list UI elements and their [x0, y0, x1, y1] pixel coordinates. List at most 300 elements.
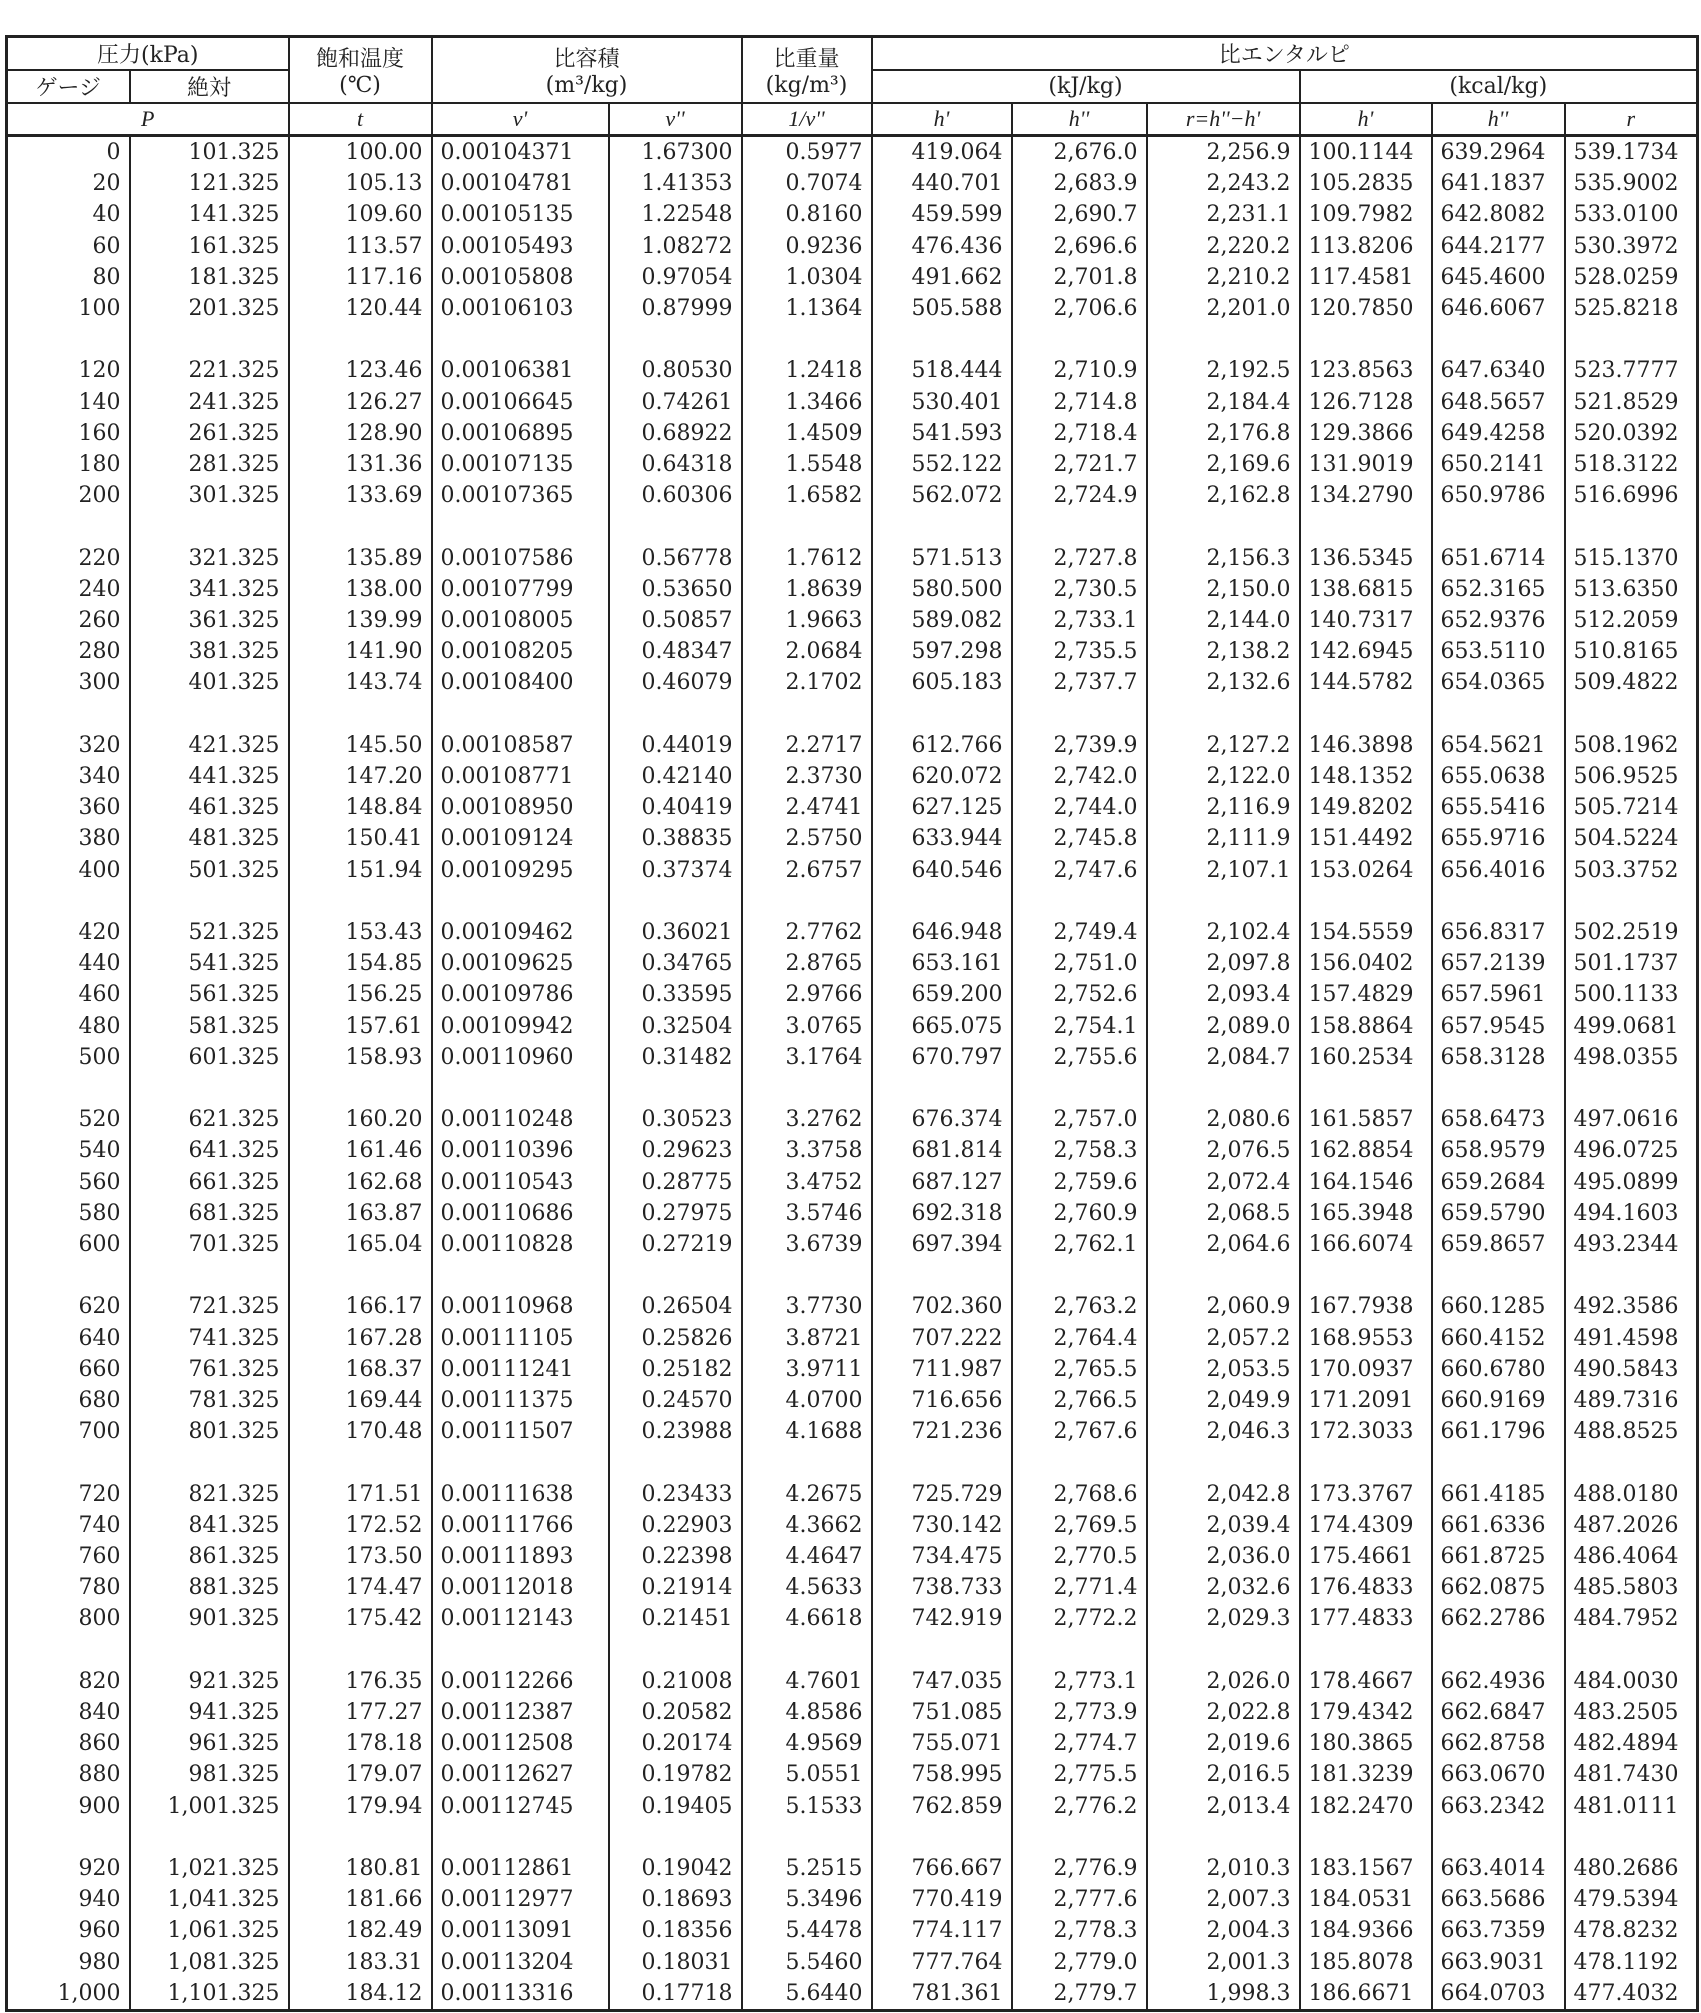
cell-r-kj: 2,029.3: [1147, 1603, 1300, 1634]
cell-gauge: 360: [7, 792, 130, 823]
spacer-cell: [1147, 511, 1300, 542]
cell-h1-kj: 605.183: [872, 667, 1012, 698]
cell-h1-kcal: 168.9553: [1300, 1323, 1432, 1354]
cell-sat-temp: 156.25: [289, 979, 432, 1010]
group-spacer: [7, 511, 1698, 542]
cell-gauge: 900: [7, 1791, 130, 1822]
spacer-cell: [1565, 1073, 1698, 1104]
cell-v2: 0.21451: [609, 1603, 742, 1634]
cell-sat-temp: 131.36: [289, 449, 432, 480]
spacer-cell: [289, 1635, 432, 1666]
cell-h2-kcal: 657.9545: [1432, 1011, 1565, 1042]
cell-gauge: 580: [7, 1198, 130, 1229]
cell-h2-kj: 2,730.5: [1012, 574, 1147, 605]
cell-r-kj: 2,184.4: [1147, 387, 1300, 418]
steam-table: [5, 35, 1699, 2012]
cell-gauge: 640: [7, 1323, 130, 1354]
cell-v2: 0.50857: [609, 605, 742, 636]
cell-v2: 0.20174: [609, 1728, 742, 1759]
cell-r-kj: 2,176.8: [1147, 418, 1300, 449]
cell-h1-kj: 692.318: [872, 1198, 1012, 1229]
cell-absolute: 321.325: [130, 543, 289, 574]
cell-h1-kj: 612.766: [872, 730, 1012, 761]
cell-r-kj: 2,026.0: [1147, 1666, 1300, 1697]
cell-h2-kj: 2,772.2: [1012, 1603, 1147, 1634]
cell-r-kj: 2,007.3: [1147, 1884, 1300, 1915]
cell-v1: 0.00109295: [432, 855, 609, 886]
cell-r-kcal: 488.0180: [1565, 1479, 1698, 1510]
table-row: [7, 231, 1698, 262]
cell-h1-kj: 659.200: [872, 979, 1012, 1010]
cell-v2: 0.80530: [609, 355, 742, 386]
cell-inv-v2: 2.9766: [742, 979, 872, 1010]
cell-r-kj: 2,127.2: [1147, 730, 1300, 761]
spacer-cell: [1565, 886, 1698, 917]
cell-absolute: 161.325: [130, 231, 289, 262]
cell-h2-kj: 2,776.9: [1012, 1853, 1147, 1884]
cell-h2-kcal: 660.6780: [1432, 1354, 1565, 1385]
spacer-cell: [1147, 699, 1300, 730]
cell-gauge: 380: [7, 823, 130, 854]
cell-h2-kj: 2,706.6: [1012, 293, 1147, 324]
cell-h1-kj: 730.142: [872, 1510, 1012, 1541]
cell-h1-kcal: 166.6074: [1300, 1229, 1432, 1260]
cell-h1-kcal: 176.4833: [1300, 1572, 1432, 1603]
spacer-cell: [1300, 1822, 1432, 1853]
cell-r-kj: 2,022.8: [1147, 1697, 1300, 1728]
spacer-cell: [1147, 1447, 1300, 1478]
cell-h1-kj: 681.814: [872, 1135, 1012, 1166]
cell-gauge: 920: [7, 1853, 130, 1884]
spacer-cell: [609, 886, 742, 917]
cell-h1-kj: 580.500: [872, 574, 1012, 605]
cell-sat-temp: 123.46: [289, 355, 432, 386]
cell-r-kcal: 510.8165: [1565, 636, 1698, 667]
cell-v2: 0.30523: [609, 1104, 742, 1135]
cell-v2: 0.22903: [609, 1510, 742, 1541]
spacer-cell: [609, 699, 742, 730]
table-row: [7, 293, 1698, 324]
spacer-cell: [7, 886, 130, 917]
cell-h1-kcal: 183.1567: [1300, 1853, 1432, 1884]
cell-r-kcal: 481.0111: [1565, 1791, 1698, 1822]
table-row: [7, 1697, 1698, 1728]
spacer-cell: [872, 1635, 1012, 1666]
header-spec-weight: [742, 37, 872, 104]
table-row: [7, 1947, 1698, 1978]
spacer-cell: [1012, 886, 1147, 917]
cell-r-kcal: 484.0030: [1565, 1666, 1698, 1697]
cell-sat-temp: 179.07: [289, 1759, 432, 1790]
cell-h2-kcal: 663.0670: [1432, 1759, 1565, 1790]
cell-h1-kj: 518.444: [872, 355, 1012, 386]
cell-r-kj: 2,116.9: [1147, 792, 1300, 823]
cell-h2-kj: 2,747.6: [1012, 855, 1147, 886]
cell-r-kcal: 491.4598: [1565, 1323, 1698, 1354]
cell-sat-temp: 145.50: [289, 730, 432, 761]
sym-P: P: [7, 103, 289, 136]
cell-gauge: 780: [7, 1572, 130, 1603]
cell-r-kj: 2,004.3: [1147, 1915, 1300, 1946]
spacer-cell: [130, 1822, 289, 1853]
cell-h1-kj: 734.475: [872, 1541, 1012, 1572]
cell-inv-v2: 2.2717: [742, 730, 872, 761]
cell-v2: 0.19405: [609, 1791, 742, 1822]
cell-h1-kcal: 146.3898: [1300, 730, 1432, 761]
cell-v2: 0.42140: [609, 761, 742, 792]
group-spacer: [7, 886, 1698, 917]
cell-v1: 0.00109124: [432, 823, 609, 854]
spacer-cell: [1147, 1073, 1300, 1104]
table-row: [7, 418, 1698, 449]
spacer-cell: [432, 1635, 609, 1666]
spacer-cell: [432, 1073, 609, 1104]
spacer-cell: [1565, 324, 1698, 355]
cell-h2-kj: 2,721.7: [1012, 449, 1147, 480]
cell-h2-kj: 2,690.7: [1012, 199, 1147, 230]
cell-r-kj: 2,138.2: [1147, 636, 1300, 667]
spacer-cell: [742, 1260, 872, 1291]
spacer-cell: [130, 1260, 289, 1291]
cell-absolute: 421.325: [130, 730, 289, 761]
cell-h2-kj: 2,760.9: [1012, 1198, 1147, 1229]
cell-gauge: 240: [7, 574, 130, 605]
cell-v1: 0.00108400: [432, 667, 609, 698]
cell-h2-kj: 2,768.6: [1012, 1479, 1147, 1510]
cell-v1: 0.00105808: [432, 262, 609, 293]
cell-v1: 0.00107365: [432, 480, 609, 511]
cell-inv-v2: 1.9663: [742, 605, 872, 636]
cell-h2-kcal: 660.4152: [1432, 1323, 1565, 1354]
cell-inv-v2: 4.1688: [742, 1416, 872, 1447]
cell-v2: 0.38835: [609, 823, 742, 854]
cell-inv-v2: 3.5746: [742, 1198, 872, 1229]
cell-r-kj: 2,068.5: [1147, 1198, 1300, 1229]
cell-absolute: 641.325: [130, 1135, 289, 1166]
cell-v1: 0.00110960: [432, 1042, 609, 1073]
spacer-cell: [1300, 1447, 1432, 1478]
cell-h1-kj: 665.075: [872, 1011, 1012, 1042]
table-row: [7, 948, 1698, 979]
cell-inv-v2: 1.5548: [742, 449, 872, 480]
cell-sat-temp: 151.94: [289, 855, 432, 886]
cell-absolute: 1,041.325: [130, 1884, 289, 1915]
cell-gauge: 40: [7, 199, 130, 230]
cell-h2-kcal: 661.1796: [1432, 1416, 1565, 1447]
cell-h2-kcal: 661.4185: [1432, 1479, 1565, 1510]
cell-h2-kj: 2,735.5: [1012, 636, 1147, 667]
cell-r-kj: 2,032.6: [1147, 1572, 1300, 1603]
spacer-cell: [609, 1073, 742, 1104]
cell-v2: 0.48347: [609, 636, 742, 667]
cell-h2-kcal: 662.0875: [1432, 1572, 1565, 1603]
sym-t: t: [289, 103, 432, 136]
cell-v2: 0.97054: [609, 262, 742, 293]
cell-absolute: 441.325: [130, 761, 289, 792]
cell-sat-temp: 147.20: [289, 761, 432, 792]
table-row: [7, 355, 1698, 386]
cell-r-kcal: 483.2505: [1565, 1697, 1698, 1728]
cell-inv-v2: 3.0765: [742, 1011, 872, 1042]
cell-h1-kj: 440.701: [872, 168, 1012, 199]
cell-h2-kj: 2,701.8: [1012, 262, 1147, 293]
cell-gauge: 80: [7, 262, 130, 293]
cell-r-kj: 2,256.9: [1147, 136, 1300, 169]
cell-gauge: 800: [7, 1603, 130, 1634]
spec-weight-label: 比重量: [773, 47, 840, 72]
cell-h2-kj: 2,758.3: [1012, 1135, 1147, 1166]
cell-absolute: 741.325: [130, 1323, 289, 1354]
cell-inv-v2: 3.4752: [742, 1167, 872, 1198]
cell-h1-kj: 755.071: [872, 1728, 1012, 1759]
table-row: [7, 168, 1698, 199]
cell-absolute: 681.325: [130, 1198, 289, 1229]
spacer-cell: [872, 886, 1012, 917]
cell-h1-kj: 670.797: [872, 1042, 1012, 1073]
cell-sat-temp: 117.16: [289, 262, 432, 293]
table-row: [7, 136, 1698, 169]
cell-h2-kj: 2,771.4: [1012, 1572, 1147, 1603]
spacer-cell: [289, 1260, 432, 1291]
cell-r-kj: 2,093.4: [1147, 979, 1300, 1010]
cell-r-kj: 2,072.4: [1147, 1167, 1300, 1198]
cell-h1-kj: 640.546: [872, 855, 1012, 886]
cell-sat-temp: 154.85: [289, 948, 432, 979]
cell-gauge: 440: [7, 948, 130, 979]
spacer-cell: [289, 511, 432, 542]
cell-v2: 0.46079: [609, 667, 742, 698]
cell-h1-kcal: 177.4833: [1300, 1603, 1432, 1634]
cell-h2-kcal: 642.8082: [1432, 199, 1565, 230]
cell-sat-temp: 138.00: [289, 574, 432, 605]
cell-sat-temp: 128.90: [289, 418, 432, 449]
cell-r-kj: 2,169.6: [1147, 449, 1300, 480]
cell-r-kj: 2,036.0: [1147, 1541, 1300, 1572]
cell-v1: 0.00108587: [432, 730, 609, 761]
cell-h2-kcal: 641.1837: [1432, 168, 1565, 199]
cell-gauge: 60: [7, 231, 130, 262]
spacer-cell: [7, 1822, 130, 1853]
cell-h2-kcal: 648.5657: [1432, 387, 1565, 418]
cell-h2-kj: 2,776.2: [1012, 1791, 1147, 1822]
cell-gauge: 940: [7, 1884, 130, 1915]
cell-v2: 0.44019: [609, 730, 742, 761]
cell-h2-kcal: 660.1285: [1432, 1291, 1565, 1322]
spacer-cell: [1012, 1073, 1147, 1104]
cell-h1-kcal: 105.2835: [1300, 168, 1432, 199]
cell-h2-kj: 2,727.8: [1012, 543, 1147, 574]
cell-v2: 0.53650: [609, 574, 742, 605]
cell-h1-kcal: 138.6815: [1300, 574, 1432, 605]
cell-sat-temp: 181.66: [289, 1884, 432, 1915]
spacer-cell: [7, 699, 130, 730]
table-row: [7, 1666, 1698, 1697]
cell-h2-kcal: 662.6847: [1432, 1697, 1565, 1728]
cell-h2-kcal: 656.8317: [1432, 917, 1565, 948]
cell-h2-kj: 2,733.1: [1012, 605, 1147, 636]
cell-absolute: 401.325: [130, 667, 289, 698]
cell-v2: 0.23988: [609, 1416, 742, 1447]
cell-h1-kcal: 161.5857: [1300, 1104, 1432, 1135]
cell-h1-kcal: 109.7982: [1300, 199, 1432, 230]
cell-inv-v2: 5.6440: [742, 1978, 872, 2011]
cell-h1-kcal: 149.8202: [1300, 792, 1432, 823]
cell-sat-temp: 158.93: [289, 1042, 432, 1073]
spacer-cell: [1300, 886, 1432, 917]
cell-r-kj: 2,243.2: [1147, 168, 1300, 199]
cell-r-kcal: 501.1737: [1565, 948, 1698, 979]
cell-h2-kj: 2,749.4: [1012, 917, 1147, 948]
cell-v2: 0.19042: [609, 1853, 742, 1884]
cell-sat-temp: 141.90: [289, 636, 432, 667]
cell-v1: 0.00109786: [432, 979, 609, 1010]
cell-h2-kcal: 639.2964: [1432, 136, 1565, 169]
table-row: [7, 855, 1698, 886]
cell-absolute: 661.325: [130, 1167, 289, 1198]
cell-v2: 0.68922: [609, 418, 742, 449]
cell-h1-kj: 747.035: [872, 1666, 1012, 1697]
spacer-cell: [742, 699, 872, 730]
table-row: [7, 1385, 1698, 1416]
cell-r-kj: 2,192.5: [1147, 355, 1300, 386]
cell-sat-temp: 139.99: [289, 605, 432, 636]
cell-r-kcal: 487.2026: [1565, 1510, 1698, 1541]
spacer-cell: [289, 1073, 432, 1104]
table-row: [7, 1416, 1698, 1447]
cell-r-kcal: 516.6996: [1565, 480, 1698, 511]
cell-h1-kj: 721.236: [872, 1416, 1012, 1447]
cell-h1-kj: 777.764: [872, 1947, 1012, 1978]
spacer-cell: [1012, 1635, 1147, 1666]
cell-v2: 0.19782: [609, 1759, 742, 1790]
cell-absolute: 701.325: [130, 1229, 289, 1260]
cell-h2-kj: 2,742.0: [1012, 761, 1147, 792]
cell-r-kj: 2,220.2: [1147, 231, 1300, 262]
cell-v2: 0.17718: [609, 1978, 742, 2011]
cell-v2: 1.41353: [609, 168, 742, 199]
cell-h1-kj: 716.656: [872, 1385, 1012, 1416]
sym-v1: v': [432, 103, 609, 136]
cell-h1-kj: 459.599: [872, 199, 1012, 230]
cell-r-kj: 2,046.3: [1147, 1416, 1300, 1447]
cell-inv-v2: 3.7730: [742, 1291, 872, 1322]
table-row: [7, 979, 1698, 1010]
sym-h2-kcal: h'': [1432, 103, 1565, 136]
cell-h1-kcal: 131.9019: [1300, 449, 1432, 480]
table-row: [7, 636, 1698, 667]
cell-v1: 0.00106645: [432, 387, 609, 418]
cell-inv-v2: 3.1764: [742, 1042, 872, 1073]
cell-v2: 0.28775: [609, 1167, 742, 1198]
cell-gauge: 120: [7, 355, 130, 386]
cell-absolute: 501.325: [130, 855, 289, 886]
cell-gauge: 620: [7, 1291, 130, 1322]
cell-gauge: 660: [7, 1354, 130, 1385]
cell-r-kj: 2,060.9: [1147, 1291, 1300, 1322]
spacer-cell: [432, 886, 609, 917]
cell-v1: 0.00108005: [432, 605, 609, 636]
cell-h2-kj: 2,779.7: [1012, 1978, 1147, 2011]
spacer-cell: [1300, 511, 1432, 542]
cell-absolute: 981.325: [130, 1759, 289, 1790]
cell-r-kcal: 528.0259: [1565, 262, 1698, 293]
cell-h2-kcal: 661.8725: [1432, 1541, 1565, 1572]
spacer-cell: [1432, 886, 1565, 917]
cell-v1: 0.00112508: [432, 1728, 609, 1759]
cell-inv-v2: 0.7074: [742, 168, 872, 199]
spacer-cell: [1432, 1260, 1565, 1291]
spacer-cell: [1432, 699, 1565, 730]
cell-r-kj: 2,102.4: [1147, 917, 1300, 948]
cell-gauge: 100: [7, 293, 130, 324]
cell-h1-kcal: 140.7317: [1300, 605, 1432, 636]
cell-r-kcal: 513.6350: [1565, 574, 1698, 605]
cell-h2-kcal: 651.6714: [1432, 543, 1565, 574]
cell-h2-kj: 2,737.7: [1012, 667, 1147, 698]
cell-h1-kcal: 126.7128: [1300, 387, 1432, 418]
cell-h2-kcal: 663.9031: [1432, 1947, 1565, 1978]
group-spacer: [7, 1447, 1698, 1478]
cell-r-kj: 2,010.3: [1147, 1853, 1300, 1884]
cell-gauge: 140: [7, 387, 130, 418]
spacer-cell: [289, 886, 432, 917]
cell-h2-kj: 2,744.0: [1012, 792, 1147, 823]
table-row: [7, 1135, 1698, 1166]
cell-h1-kcal: 185.8078: [1300, 1947, 1432, 1978]
cell-inv-v2: 4.7601: [742, 1666, 872, 1697]
cell-inv-v2: 1.0304: [742, 262, 872, 293]
cell-gauge: 560: [7, 1167, 130, 1198]
spacer-cell: [1565, 511, 1698, 542]
spacer-cell: [1565, 699, 1698, 730]
cell-h1-kcal: 156.0402: [1300, 948, 1432, 979]
cell-r-kcal: 533.0100: [1565, 199, 1698, 230]
cell-v1: 0.00106895: [432, 418, 609, 449]
spacer-cell: [1012, 1447, 1147, 1478]
cell-h1-kj: 541.593: [872, 418, 1012, 449]
cell-h2-kcal: 659.2684: [1432, 1167, 1565, 1198]
table-row: [7, 1354, 1698, 1385]
cell-gauge: 0: [7, 136, 130, 169]
cell-sat-temp: 143.74: [289, 667, 432, 698]
cell-sat-temp: 113.57: [289, 231, 432, 262]
cell-r-kj: 2,080.6: [1147, 1104, 1300, 1135]
spacer-cell: [872, 1447, 1012, 1478]
cell-h2-kj: 2,757.0: [1012, 1104, 1147, 1135]
cell-h2-kj: 2,739.9: [1012, 730, 1147, 761]
table-row: [7, 1011, 1698, 1042]
cell-h2-kj: 2,683.9: [1012, 168, 1147, 199]
cell-h1-kcal: 134.2790: [1300, 480, 1432, 511]
cell-v2: 0.33595: [609, 979, 742, 1010]
spec-volume-unit: (m³/kg): [545, 73, 628, 98]
cell-absolute: 941.325: [130, 1697, 289, 1728]
cell-v1: 0.00112627: [432, 1759, 609, 1790]
cell-inv-v2: 4.5633: [742, 1572, 872, 1603]
cell-h2-kj: 2,774.7: [1012, 1728, 1147, 1759]
cell-h1-kj: 770.419: [872, 1884, 1012, 1915]
cell-absolute: 381.325: [130, 636, 289, 667]
cell-sat-temp: 157.61: [289, 1011, 432, 1042]
cell-v2: 1.67300: [609, 136, 742, 169]
cell-r-kcal: 502.2519: [1565, 917, 1698, 948]
cell-r-kj: 2,107.1: [1147, 855, 1300, 886]
cell-absolute: 201.325: [130, 293, 289, 324]
cell-sat-temp: 100.00: [289, 136, 432, 169]
spacer-cell: [432, 1260, 609, 1291]
cell-r-kcal: 521.8529: [1565, 387, 1698, 418]
cell-h2-kcal: 658.9579: [1432, 1135, 1565, 1166]
